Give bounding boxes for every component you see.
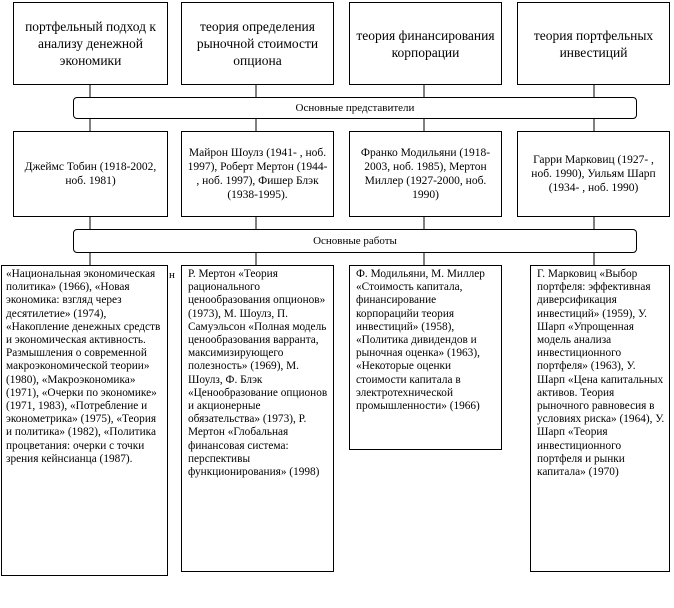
stray-glyph: н	[169, 269, 175, 281]
works-box	[349, 265, 502, 450]
representatives-box	[181, 131, 334, 217]
works-box	[181, 265, 334, 572]
theory-title-box	[181, 2, 334, 85]
works-text: Г. Марковиц «Выбор портфеля: эффективная диверсификация инвестиций» (1959), У. Шарп «Упрощенная модель анализа инвестиционного портфеля» (1963), У. Шарп «Цена капитальных активов. Теория рыночного равновесия в условиях риска» (1964), У. Шарп «Теория инвестиционного портфеля и рынки капитала» (1970)	[537, 268, 665, 479]
works-text: «Национальная экономическая политика» (1966), «Новая экономика: взгляд через десятилетие» (1974), «Накопление денежных средств и экономическая активность. Размышления о современной макроэкономической теории» (1980), «Макроэкономика» (1971), «Очерки по экономике» (1971, 1983), «Потребление и эконометрика» (1975), «Теория и политика» (1982), «Политика процветания: очерки с точки зрения кейнсианца (1987).	[6, 268, 161, 465]
representatives-text: Гарри Марковиц (1927- , ноб. 1990), Уильям Шарп (1934- , ноб. 1990)	[531, 154, 656, 194]
theory-title-box	[349, 2, 502, 85]
representatives-bar-label: Основные представители	[295, 102, 415, 114]
works-bar	[73, 229, 637, 253]
representatives-box	[349, 131, 502, 217]
representatives-text: Джеймс Тобин (1918-2002, ноб. 1981)	[24, 161, 157, 187]
theory-title: теория определения рыночной стоимости опциона	[196, 19, 319, 68]
works-bar-label: Основные работы	[313, 235, 397, 247]
representatives-box	[517, 131, 670, 217]
theory-title-box	[517, 2, 670, 85]
representatives-bar	[73, 97, 637, 119]
representatives-text: Франко Модильяни (1918-2003, ноб. 1985), Мертон Миллер (1927-2000, ноб. 1990)	[360, 147, 491, 201]
works-box	[1, 265, 168, 576]
representatives-box	[13, 131, 168, 217]
theory-title: теория портфельных инвестиций	[533, 27, 654, 60]
works-text: Р. Мертон «Теория рационального ценообразования опционов» (1973), М. Шоулз, П. Самуэльсон «Полная модель ценообразования варранта, максимизирующего полезность» (1969), М. Шоулз, Ф. Блэк «Ценообразование опционов и акционерные обязательства» (1973), Р. Мертон «Глобальная финансовая система: перспективы функционирования» (1998)	[188, 268, 328, 479]
works-text: Ф. Модильяни, М. Миллер «Стоимость капитала, финансирование корпорацийи теория инвестиций» (1958), «Политика дивидендов и рыночная оценка» (1963), «Некоторые оценки стоимости капитала в электротехнической промышленности» (1966)	[356, 268, 485, 413]
theory-title-box	[13, 2, 168, 85]
representatives-text: Майрон Шоулз (1941- , ноб. 1997), Роберт Мертон (1944- , ноб. 1997), Фишер Блэк (1938-1995).	[187, 147, 328, 201]
theory-title: портфельный подход к анализу денежной экономики	[25, 19, 156, 68]
works-box	[530, 265, 670, 572]
theory-title: теория финансирования корпорации	[356, 27, 495, 60]
